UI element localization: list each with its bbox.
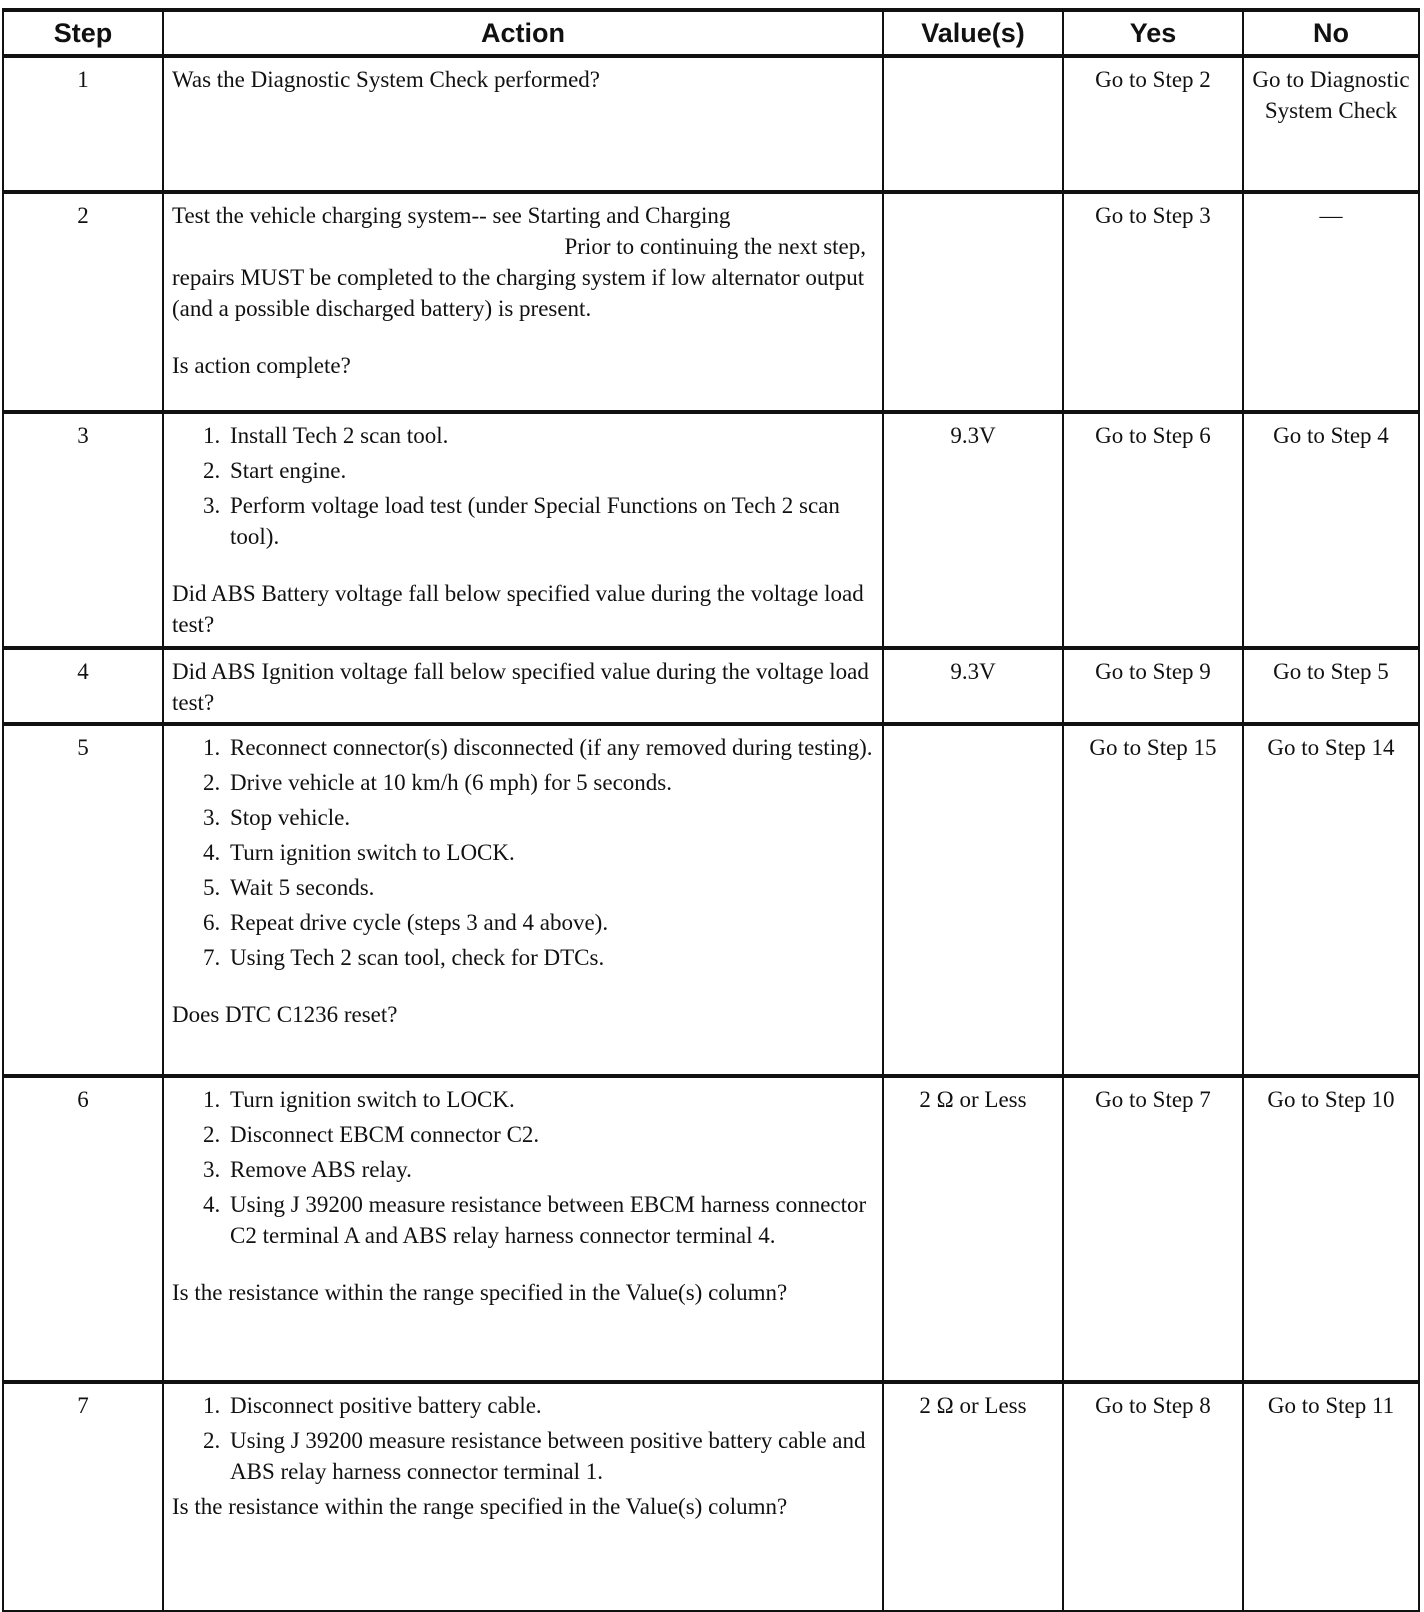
action-question: Did ABS Battery voltage fall below specified value during the voltage load test? xyxy=(172,581,864,637)
no-cell: — xyxy=(1243,192,1419,412)
value-cell xyxy=(883,724,1063,1076)
yes-cell: Go to Step 7 xyxy=(1063,1076,1243,1382)
action-cell xyxy=(163,412,883,648)
table-row xyxy=(3,1076,1419,1382)
yes-cell: Go to Step 9 xyxy=(1063,648,1243,724)
table-row xyxy=(3,192,1419,412)
step-number: 4 xyxy=(3,648,163,724)
action-question: Is the resistance within the range specified in the Value(s) column? xyxy=(172,1494,788,1519)
table-row xyxy=(3,56,1419,192)
yes-cell: Go to Step 2 xyxy=(1063,56,1243,192)
step-number: 6 xyxy=(3,1076,163,1382)
action-text: Test the vehicle charging system-- see Starting and Charging xyxy=(172,203,731,228)
header-step: Step xyxy=(3,10,163,56)
yes-cell: Go to Step 6 xyxy=(1063,412,1243,648)
no-cell: Go to Step 10 xyxy=(1243,1076,1419,1382)
no-cell: Go to Step 11 xyxy=(1243,1382,1419,1611)
table-row xyxy=(3,724,1419,1076)
action-step: 4. Turn ignition switch to LOCK. xyxy=(226,837,874,868)
action-cell xyxy=(163,56,883,192)
action-text: Was the Diagnostic System Check performed? xyxy=(172,67,601,92)
diagnostic-table xyxy=(2,8,1420,1612)
value-cell: 2 Ω or Less xyxy=(883,1076,1063,1382)
step-number: 2 xyxy=(3,192,163,412)
yes-cell: Go to Step 15 xyxy=(1063,724,1243,1076)
action-step: 3. Remove ABS relay. xyxy=(226,1154,874,1185)
action-step: 6. Repeat drive cycle (steps 3 and 4 above). xyxy=(226,907,874,938)
header-yes: Yes xyxy=(1063,10,1243,56)
action-text: Did ABS Ignition voltage fall below specified value during the voltage load test? xyxy=(172,659,869,715)
no-cell: Go to Step 14 xyxy=(1243,724,1419,1076)
step-number: 7 xyxy=(3,1382,163,1611)
table-row xyxy=(3,1382,1419,1611)
action-step: 2. Drive vehicle at 10 km/h (6 mph) for 5 seconds. xyxy=(226,767,874,798)
yes-cell: Go to Step 8 xyxy=(1063,1382,1243,1611)
action-step: 2. Using J 39200 measure resistance between positive battery cable and ABS relay harness connector terminal 1. xyxy=(226,1425,874,1487)
action-step: 1. Reconnect connector(s) disconnected (if any removed during testing). xyxy=(226,732,874,763)
value-cell: 2 Ω or Less xyxy=(883,1382,1063,1611)
action-step: 5. Wait 5 seconds. xyxy=(226,872,874,903)
action-cell xyxy=(163,192,883,412)
action-step: 4. Using J 39200 measure resistance between EBCM harness connector C2 terminal A and ABS relay harness connector terminal 4. xyxy=(226,1189,874,1251)
table-row xyxy=(3,648,1419,724)
no-cell: Go to Diagnostic System Check xyxy=(1243,56,1419,192)
action-step: 2. Disconnect EBCM connector C2. xyxy=(226,1119,874,1150)
action-cell xyxy=(163,648,883,724)
action-steps xyxy=(172,732,874,973)
action-cell xyxy=(163,724,883,1076)
header-action: Action xyxy=(163,10,883,56)
action-step: 1. Disconnect positive battery cable. xyxy=(226,1390,874,1421)
action-text: repairs MUST be completed to the charging system if low alternator output (and a possible discharged battery) is present. xyxy=(172,265,865,321)
action-text: Prior to continuing the next step, xyxy=(564,234,866,259)
header-row xyxy=(3,10,1419,56)
value-cell: 9.3V xyxy=(883,648,1063,724)
action-question: Is action complete? xyxy=(172,353,351,378)
action-cell xyxy=(163,1076,883,1382)
action-step: 3. Perform voltage load test (under Special Functions on Tech 2 scan tool). xyxy=(226,490,874,552)
action-step: 1. Turn ignition switch to LOCK. xyxy=(226,1084,874,1115)
header-value: Value(s) xyxy=(883,10,1063,56)
action-cell xyxy=(163,1382,883,1611)
table-row xyxy=(3,412,1419,648)
action-step: 7. Using Tech 2 scan tool, check for DTCs. xyxy=(226,942,874,973)
step-number: 1 xyxy=(3,56,163,192)
no-cell: Go to Step 4 xyxy=(1243,412,1419,648)
action-step: 2. Start engine. xyxy=(226,455,874,486)
action-steps xyxy=(172,1390,874,1487)
value-cell xyxy=(883,192,1063,412)
value-cell xyxy=(883,56,1063,192)
no-cell: Go to Step 5 xyxy=(1243,648,1419,724)
action-steps xyxy=(172,420,874,552)
yes-cell: Go to Step 3 xyxy=(1063,192,1243,412)
action-question: Is the resistance within the range specified in the Value(s) column? xyxy=(172,1280,788,1305)
value-cell: 9.3V xyxy=(883,412,1063,648)
diagnostic-table-sheet xyxy=(2,8,1420,1612)
action-steps xyxy=(172,1084,874,1251)
action-step: 3. Stop vehicle. xyxy=(226,802,874,833)
step-number: 3 xyxy=(3,412,163,648)
action-step: 1. Install Tech 2 scan tool. xyxy=(226,420,874,451)
action-question: Does DTC C1236 reset? xyxy=(172,1002,398,1027)
header-no: No xyxy=(1243,10,1419,56)
step-number: 5 xyxy=(3,724,163,1076)
